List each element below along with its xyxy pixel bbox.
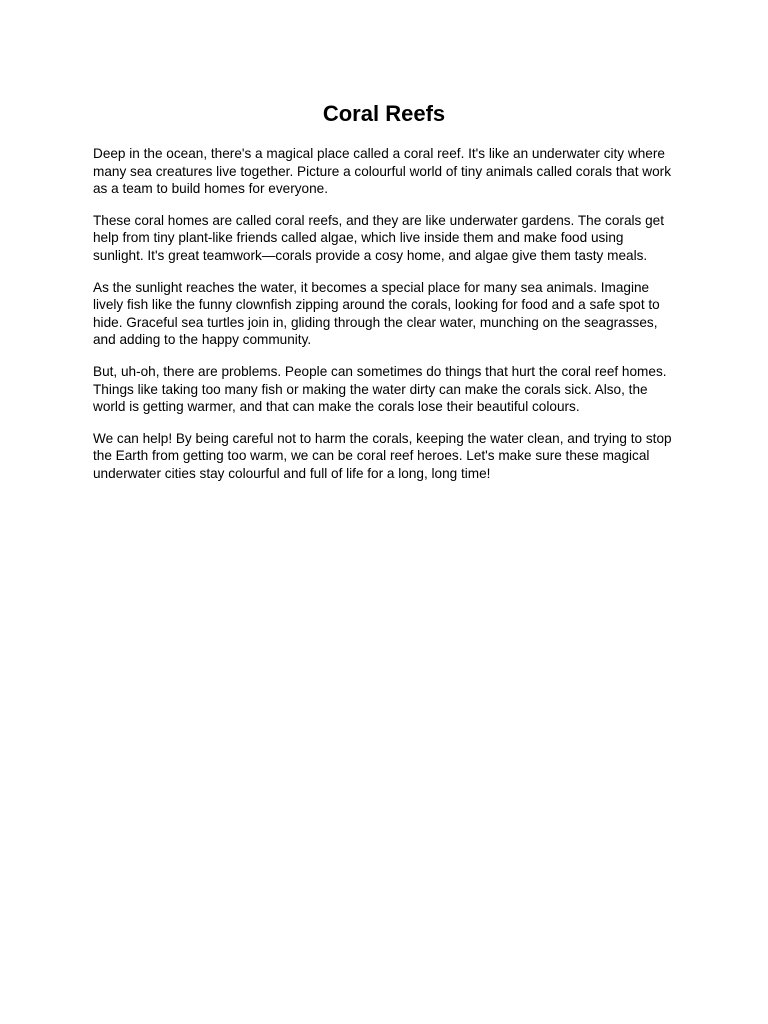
paragraph-we-can-help: We can help! By being careful not to harm the corals, keeping the water clean, and trying to stop the Earth from getting too warm, we can be coral reef heroes. Let's make sure these magical underwater cities stay colourful and full of life for a long, long time! xyxy=(93,430,672,481)
paragraph-intro: Deep in the ocean, there's a magical place called a coral reef. It's like an underwater city where many sea creatures live together. Picture a colourful world of tiny animals called corals that work as a team to build homes for everyone. xyxy=(93,146,671,197)
paragraph-problems: But, uh-oh, there are problems. People can sometimes do things that hurt the coral reef homes. Things like taking too many fish or making the water dirty can make the corals sick. Also, the world is getting warmer, and that can make the corals lose their beautiful colours. xyxy=(93,363,667,415)
document-page xyxy=(93,100,675,497)
paragraph-coral-homes: These coral homes are called coral reefs, and they are like underwater gardens. The corals get help from tiny plant-like friends called algae, which live inside them and make food using sunlight. It's great teamwork—corals provide a cosy home, and algae give them tasty meals. xyxy=(93,212,664,263)
paragraph-sea-animals: As the sunlight reaches the water, it becomes a special place for many sea animals. Imagine lively fish like the funny clownfish zipping around the corals, looking for food and a safe spot to hide. Graceful sea turtles join in, gliding through the clear water, munching on the seagrasses, and adding to the happy community. xyxy=(93,279,660,348)
document-title: Coral Reefs xyxy=(322,101,446,126)
